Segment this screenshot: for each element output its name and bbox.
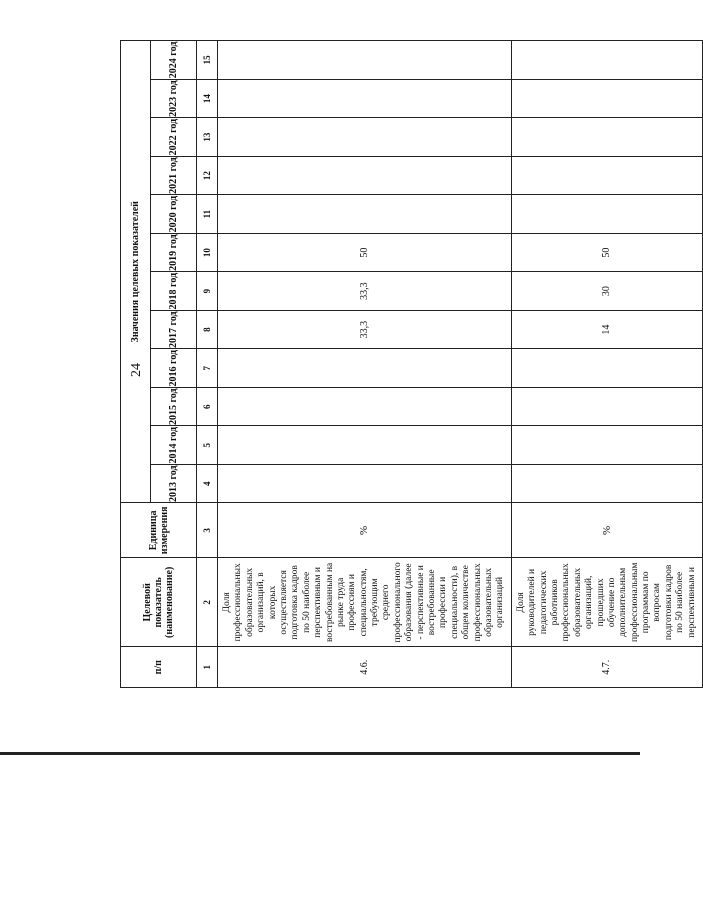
row-value [511, 79, 702, 118]
rotated-table-container [120, 40, 697, 688]
row-value: 33,3 [218, 272, 512, 311]
column-number: 8 [197, 310, 218, 349]
header-year: 2020 год [151, 195, 197, 234]
column-number: 4 [197, 464, 218, 503]
row-indicator-name: Доля профессиональных образовательных организаций, в которых осуществляется подготовка кадров по 50 наиболее перспективным и востребованным на рынке труда профессиям и специальностям, требующим среднего профессионального образования (далее - перспективные и востребованные профессии и специальности), в общем количестве профессиональных образовательных организаций [218, 558, 512, 647]
row-value [218, 387, 512, 426]
row-value: 33,3 [218, 310, 512, 349]
column-number: 12 [197, 156, 218, 195]
header-year: 2017 год [151, 310, 197, 349]
header-year: 2014 год [151, 426, 197, 465]
row-value [511, 41, 702, 80]
row-value [511, 464, 702, 503]
header-year: 2015 год [151, 387, 197, 426]
column-number: 10 [197, 233, 218, 272]
column-number-row [197, 41, 218, 688]
row-value: 30 [511, 272, 702, 311]
header-year: 2021 год [151, 156, 197, 195]
row-code: 4.7. [511, 647, 702, 688]
page-number: 24 [129, 363, 144, 377]
column-number: 13 [197, 118, 218, 157]
header-unit: Единица измерения [121, 503, 197, 558]
row-unit: % [511, 503, 702, 558]
header-year: 2024 год [151, 41, 197, 80]
row-value [218, 349, 512, 388]
row-value: 50 [511, 233, 702, 272]
row-value [218, 195, 512, 234]
row-value [511, 156, 702, 195]
row-value [511, 195, 702, 234]
column-number: 7 [197, 349, 218, 388]
column-number: 9 [197, 272, 218, 311]
header-year: 2016 год [151, 349, 197, 388]
header-year: 2022 год [151, 118, 197, 157]
column-number: 15 [197, 41, 218, 80]
column-number: 3 [197, 503, 218, 558]
header-year: 2013 год [151, 464, 197, 503]
row-value: 50 [218, 233, 512, 272]
indicators-table [120, 40, 703, 688]
header-year: 2018 год [151, 272, 197, 311]
row-value [218, 118, 512, 157]
row-value [511, 118, 702, 157]
row-value [511, 349, 702, 388]
header-indicator: Целевой показатель (наименование) [121, 558, 197, 647]
header-values: Значения целевых показателей [121, 41, 151, 503]
row-indicator-name: Доля руководителей и педагогических работников профессиональных образовательных организаций, прошедших обучение по дополнительным профессиональным программам по вопросам подготовки кадров по 50 наиболее перспективным и [511, 558, 702, 647]
row-code: 4.6. [218, 647, 512, 688]
column-number: 1 [197, 647, 218, 688]
header-year: 2019 год [151, 233, 197, 272]
table-row [511, 41, 702, 688]
row-value [511, 426, 702, 465]
column-number: 5 [197, 426, 218, 465]
header-num: п/п [121, 647, 197, 688]
row-value [218, 426, 512, 465]
row-value [218, 156, 512, 195]
column-number: 14 [197, 79, 218, 118]
row-value: 14 [511, 310, 702, 349]
column-number: 6 [197, 387, 218, 426]
row-value [218, 79, 512, 118]
row-value [218, 464, 512, 503]
column-number: 11 [197, 195, 218, 234]
row-value [218, 41, 512, 80]
row-value [511, 387, 702, 426]
footer-rule [0, 752, 640, 755]
column-number: 2 [197, 558, 218, 647]
table-row [218, 41, 512, 688]
header-year: 2023 год [151, 79, 197, 118]
row-unit: % [218, 503, 512, 558]
